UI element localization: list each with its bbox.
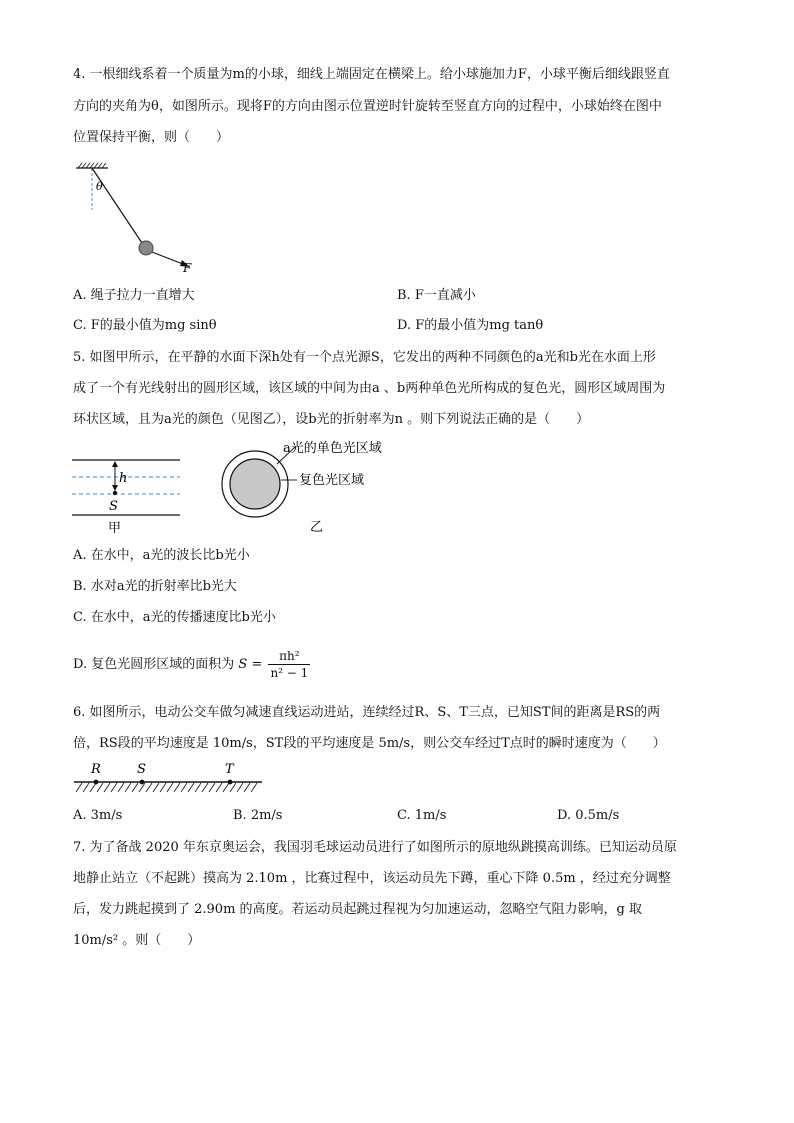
q4-option-a: A. 绳子拉力一直增大 — [73, 288, 195, 303]
q6-option-b: B. 2m/s — [233, 808, 283, 823]
q4-line-2: 方向的夹角为θ，如图所示。现将F的方向由图示位置逆时针旋转至竖直方向的过程中，小球始终在图中 — [73, 99, 662, 114]
q5-option-c: C. 在水中，a光的传播速度比b光小 — [73, 610, 276, 625]
q5-figure-yi — [215, 435, 415, 540]
q4-line-1: 4. 一根细线系着一个质量为m的小球，细线上端固定在横梁上。给小球施加力F，小球平衡后细线跟竖直 — [73, 67, 670, 82]
q5-caption-yi: 乙 — [310, 520, 324, 535]
q5-area-fraction — [268, 648, 310, 681]
q5-option-d-prefix: D. 复色光圆形区域的面积为 — [73, 657, 235, 672]
q5-caption-jia: 甲 — [108, 521, 122, 536]
q5-option-d-lhs: S = — [238, 657, 263, 672]
q7-line-4: 10m/s² 。则（ ） — [73, 933, 201, 948]
point-r-label: R — [91, 762, 101, 777]
q6-option-c: C. 1m/s — [397, 808, 447, 823]
q5-h-label: h — [119, 471, 128, 486]
q4-force-label: F — [183, 261, 192, 275]
q4-theta-label: θ — [96, 180, 103, 193]
q4-line-3: 位置保持平衡，则（ ） — [73, 130, 230, 145]
q5-option-a: A. 在水中，a光的波长比b光小 — [73, 548, 250, 563]
q5-core-label: 复色光区域 — [299, 473, 365, 488]
point-s-label: S — [137, 762, 146, 777]
q5-area-denominator: n² − 1 — [270, 666, 309, 680]
q5-line-3: 环状区域，且为a光的颜色（见图乙），设b光的折射率为n 。则下列说法正确的是（ ） — [73, 412, 590, 427]
q6-road-figure — [70, 758, 270, 798]
q6-option-d: D. 0.5m/s — [557, 808, 620, 823]
q5-option-d — [73, 645, 310, 685]
q5-s-label: S — [109, 499, 118, 514]
q6-line-2: 倍，RS段的平均速度是 10m/s，ST段的平均速度是 5m/s，则公交车经过T点时的瞬时速度为（ ） — [73, 736, 666, 751]
q4-pendulum-figure — [70, 160, 210, 280]
q6-line-1: 6. 如图所示，电动公交车做匀减速直线运动进站，连续经过R、S、T三点，已知ST间的距离是RS的两 — [73, 705, 661, 720]
point-t-marker — [228, 780, 233, 785]
q6-option-a: A. 3m/s — [73, 808, 123, 823]
point-r-marker — [94, 780, 99, 785]
q5-figure-jia — [70, 452, 185, 537]
point-s-marker — [140, 780, 145, 785]
q4-option-b: B. F一直减小 — [397, 288, 476, 303]
q4-option-c: C. F的最小值为mg sinθ — [73, 318, 217, 333]
q5-line-2: 成了一个有光线射出的圆形区域，该区域的中间为由a 、b两种单色光所构成的复色光，圆形区域周围为 — [73, 381, 666, 396]
q4-option-d: D. F的最小值为mg tanθ — [397, 318, 544, 333]
q7-line-2: 地静止站立（不起跳）摸高为 2.10m ，比赛过程中，该运动员先下蹲，重心下降 0.5m ，经过充分调整 — [73, 871, 671, 886]
q5-ring-label: a光的单色光区域 — [283, 441, 382, 456]
q7-line-1: 7. 为了备战 2020 年东京奥运会，我国羽毛球运动员进行了如图所示的原地纵跳摸高训练。已知运动员原 — [73, 840, 677, 855]
q5-option-b: B. 水对a光的折射率比b光大 — [73, 579, 237, 594]
q5-line-1: 5. 如图甲所示，在平静的水面下深h处有一个点光源S，它发出的两种不同颜色的a光和b光在水面上形 — [73, 350, 656, 365]
q7-line-3: 后，发力跳起摸到了 2.90m 的高度。若运动员起跳过程视为匀加速运动，忽略空气阻力影响，g 取 — [73, 902, 642, 917]
q5-area-numerator: πh² — [268, 648, 310, 665]
point-t-label: T — [225, 762, 234, 777]
